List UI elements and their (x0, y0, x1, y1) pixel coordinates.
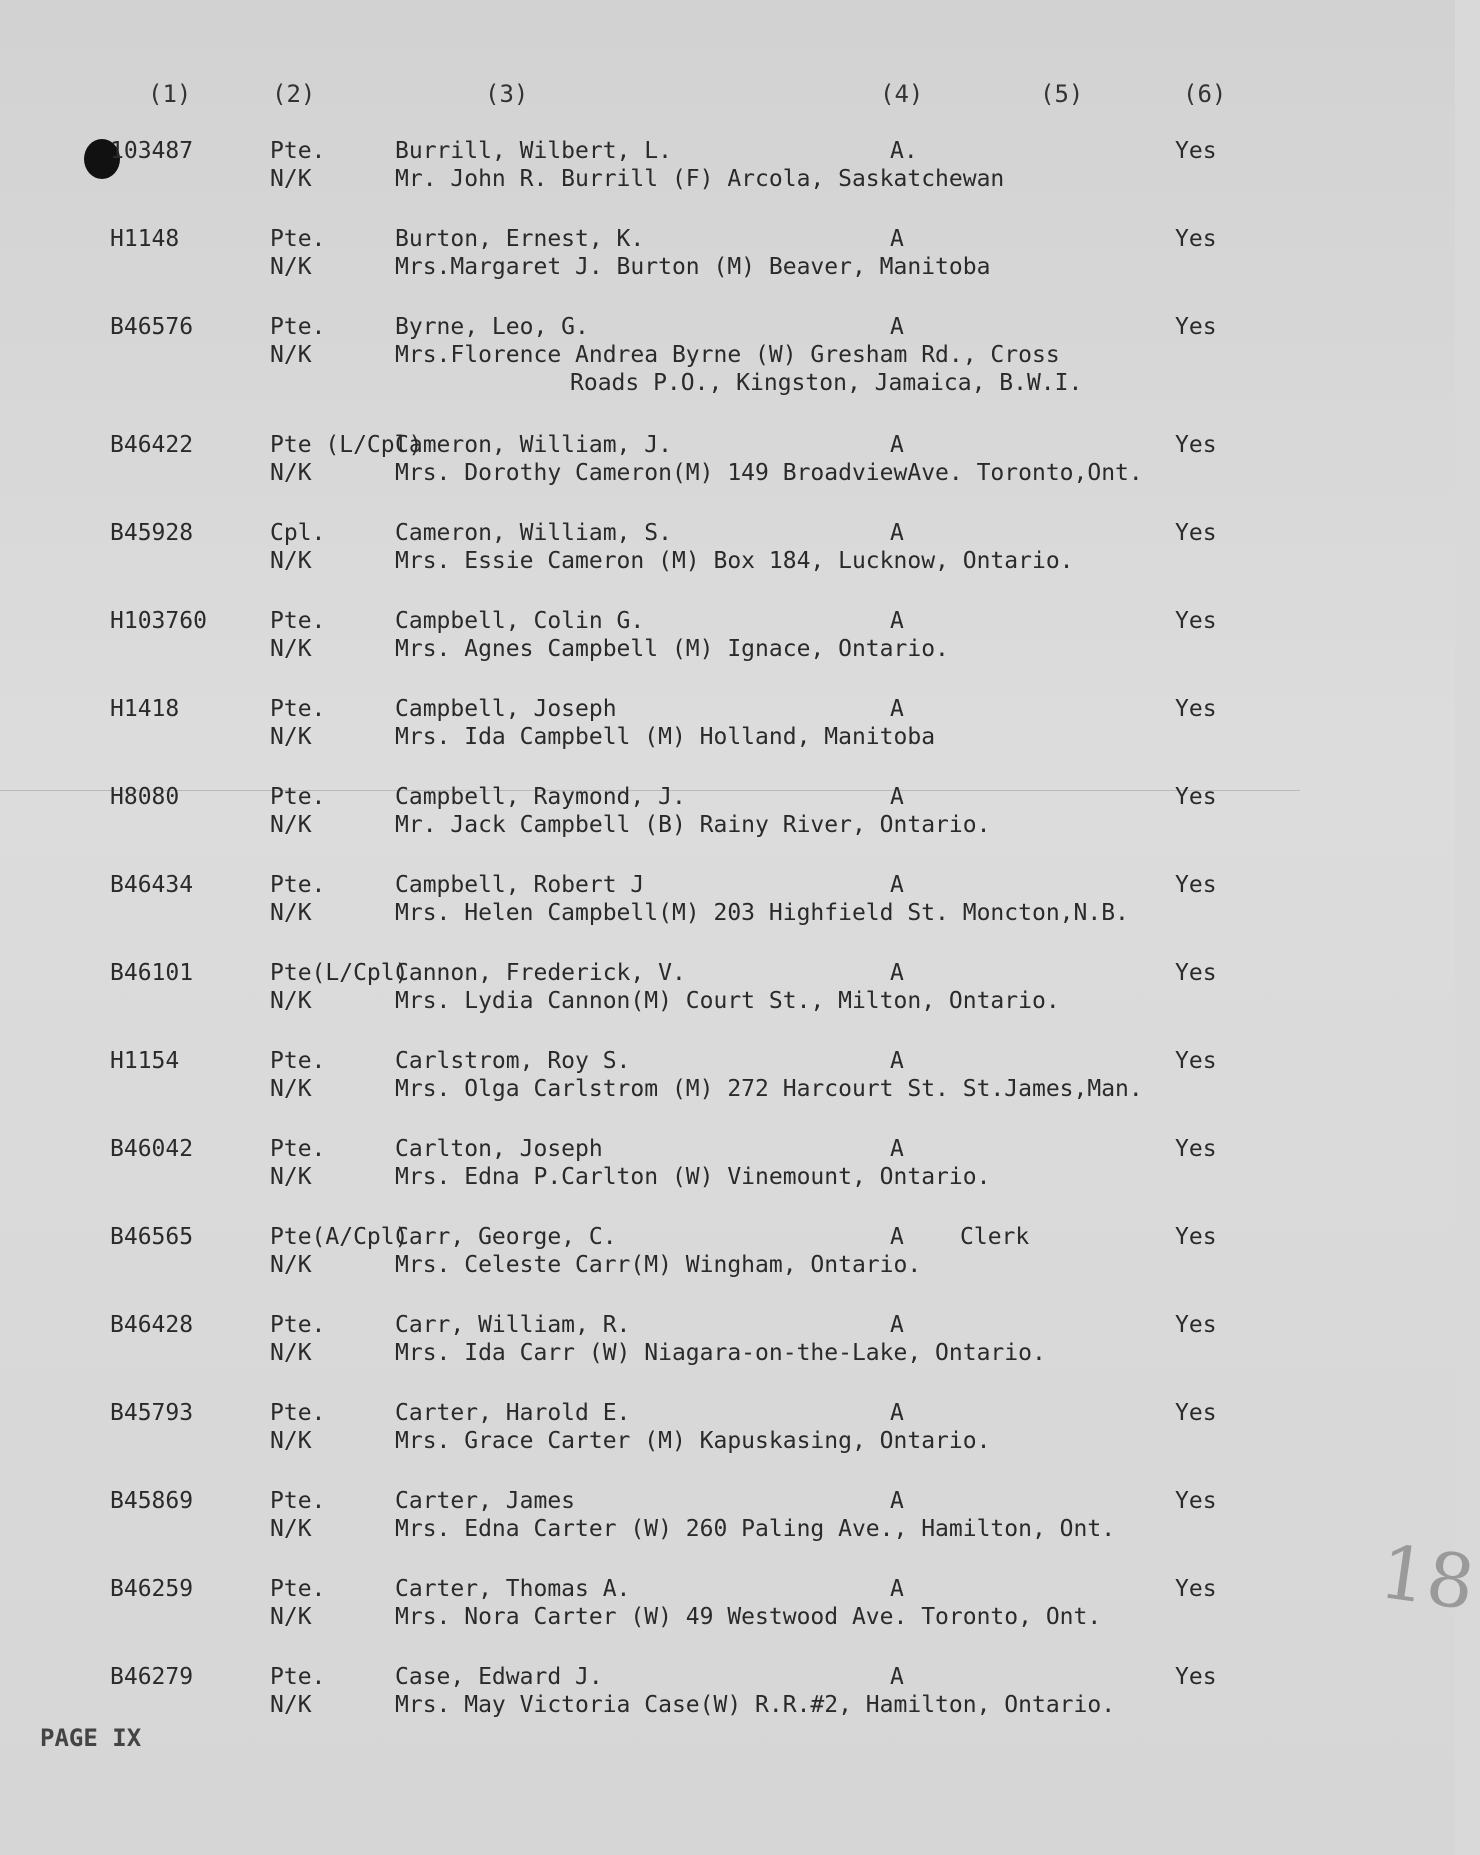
next-of-kin: Mrs. Celeste Carr(M) Wingham, Ontario. (395, 1252, 922, 1278)
table-row (0, 520, 1455, 608)
table-row (0, 432, 1455, 520)
next-of-kin: Mrs. Essie Cameron (M) Box 184, Lucknow, Ontario. (395, 548, 1074, 574)
column-4-value: A (890, 1048, 904, 1074)
next-of-kin-label: N/K (270, 1340, 312, 1366)
soldier-name: Carlstrom, Roy S. (395, 1048, 631, 1074)
service-number: B46422 (110, 432, 194, 458)
table-row (0, 608, 1455, 696)
rank: Pte. (270, 872, 326, 898)
soldier-name: Case, Edward J. (395, 1664, 603, 1690)
column-4-value: A (890, 696, 904, 722)
table-row (0, 1576, 1455, 1664)
column-4-value: A (890, 432, 904, 458)
service-number: B46042 (110, 1136, 194, 1162)
next-of-kin: Mrs.Florence Andrea Byrne (W) Gresham Rd., Cross (395, 342, 1060, 368)
service-number: B46565 (110, 1224, 194, 1250)
rank: Pte (L/Cpl) (270, 432, 423, 458)
rank: Pte. (270, 1312, 326, 1338)
soldier-name: Campbell, Robert J (395, 872, 645, 898)
next-of-kin-label: N/K (270, 724, 312, 750)
service-number: B45928 (110, 520, 194, 546)
service-number: B46428 (110, 1312, 194, 1338)
column-4-value: A (890, 1400, 904, 1426)
column-6-value: Yes (1175, 226, 1217, 252)
table-row (0, 1312, 1455, 1400)
next-of-kin: Mrs. Dorothy Cameron(M) 149 BroadviewAve. Toronto,Ont. (395, 460, 1143, 486)
next-of-kin-label: N/K (270, 254, 312, 280)
next-of-kin-label: N/K (270, 1076, 312, 1102)
column-4-value: A (890, 1224, 904, 1250)
next-of-kin: Mrs. May Victoria Case(W) R.R.#2, Hamilton, Ontario. (395, 1692, 1116, 1718)
column-6-value: Yes (1175, 1488, 1217, 1514)
handwritten-page-number: 18 (1374, 1528, 1480, 1628)
next-of-kin-label: N/K (270, 166, 312, 192)
soldier-name: Carter, Harold E. (395, 1400, 631, 1426)
service-number: H8080 (110, 784, 180, 810)
next-of-kin-label: N/K (270, 548, 312, 574)
service-number: B46101 (110, 960, 194, 986)
column-4-value: A. (890, 138, 918, 164)
service-number: 103487 (110, 138, 194, 164)
next-of-kin: Mrs. Agnes Campbell (M) Ignace, Ontario. (395, 636, 949, 662)
column-6-value: Yes (1175, 1576, 1217, 1602)
next-of-kin-label: N/K (270, 460, 312, 486)
column-6-value: Yes (1175, 608, 1217, 634)
column-6-value: Yes (1175, 432, 1217, 458)
rank: Pte. (270, 696, 326, 722)
column-4-value: A (890, 608, 904, 634)
page-footer: PAGE IX (40, 1724, 142, 1752)
soldier-name: Carter, Thomas A. (395, 1576, 631, 1602)
soldier-name: Campbell, Raymond, J. (395, 784, 686, 810)
column-4-value: A (890, 226, 904, 252)
soldier-name: Burton, Ernest, K. (395, 226, 645, 252)
service-number: B45793 (110, 1400, 194, 1426)
next-of-kin-label: N/K (270, 1428, 312, 1454)
column-6-value: Yes (1175, 1312, 1217, 1338)
table-row (0, 1048, 1455, 1136)
service-number: H103760 (110, 608, 207, 634)
column-6-value: Yes (1175, 1048, 1217, 1074)
soldier-name: Carr, William, R. (395, 1312, 631, 1338)
column-4-value: A (890, 960, 904, 986)
column-6-value: Yes (1175, 138, 1217, 164)
rank: Pte. (270, 1400, 326, 1426)
column-6-value: Yes (1175, 784, 1217, 810)
service-number: B46576 (110, 314, 194, 340)
table-row (0, 314, 1455, 432)
column-6-value: Yes (1175, 314, 1217, 340)
soldier-name: Carlton, Joseph (395, 1136, 603, 1162)
column-4-value: A (890, 1664, 904, 1690)
soldier-name: Cameron, William, S. (395, 520, 672, 546)
service-number: H1418 (110, 696, 180, 722)
column-6-value: Yes (1175, 696, 1217, 722)
rank: Pte. (270, 314, 326, 340)
service-number: B46434 (110, 872, 194, 898)
next-of-kin-label: N/K (270, 1252, 312, 1278)
soldier-name: Cannon, Frederick, V. (395, 960, 686, 986)
column-6-value: Yes (1175, 1400, 1217, 1426)
next-of-kin: Mr. Jack Campbell (B) Rainy River, Ontario. (395, 812, 991, 838)
service-number: B45869 (110, 1488, 194, 1514)
column-6-value: Yes (1175, 1136, 1217, 1162)
rank: Pte. (270, 138, 326, 164)
soldier-name: Campbell, Joseph (395, 696, 617, 722)
next-of-kin: Mrs. Nora Carter (W) 49 Westwood Ave. Toronto, Ont. (395, 1604, 1102, 1630)
column-6-value: Yes (1175, 1664, 1217, 1690)
table-row (0, 696, 1455, 784)
next-of-kin-label: N/K (270, 1516, 312, 1542)
next-of-kin: Mr. John R. Burrill (F) Arcola, Saskatchewan (395, 166, 1005, 192)
soldier-name: Campbell, Colin G. (395, 608, 645, 634)
header-col-3: (3) (485, 80, 529, 108)
column-4-value: A (890, 520, 904, 546)
next-of-kin-label: N/K (270, 1164, 312, 1190)
next-of-kin-label: N/K (270, 988, 312, 1014)
column-6-value: Yes (1175, 872, 1217, 898)
column-4-value: A (890, 784, 904, 810)
rank: Cpl. (270, 520, 326, 546)
column-6-value: Yes (1175, 960, 1217, 986)
table-row (0, 1224, 1455, 1312)
column-4-value: A (890, 1136, 904, 1162)
next-of-kin: Mrs. Grace Carter (M) Kapuskasing, Ontario. (395, 1428, 991, 1454)
column-headers (0, 80, 1455, 120)
column-4-value: A (890, 314, 904, 340)
rank: Pte. (270, 1048, 326, 1074)
next-of-kin: Mrs. Ida Campbell (M) Holland, Manitoba (395, 724, 936, 750)
table-row (0, 1136, 1455, 1224)
rank: Pte(A/Cpl) (270, 1224, 409, 1250)
column-5-value: Clerk (960, 1224, 1030, 1250)
column-6-value: Yes (1175, 520, 1217, 546)
soldier-name: Carter, James (395, 1488, 576, 1514)
header-col-5: (5) (1040, 80, 1084, 108)
service-number: B46279 (110, 1664, 194, 1690)
rank: Pte. (270, 1136, 326, 1162)
column-6-value: Yes (1175, 1224, 1217, 1250)
column-4-value: A (890, 1312, 904, 1338)
table-row (0, 1488, 1455, 1576)
column-4-value: A (890, 872, 904, 898)
rank: Pte. (270, 784, 326, 810)
next-of-kin-continued: Roads P.O., Kingston, Jamaica, B.W.I. (570, 370, 1083, 396)
column-4-value: A (890, 1576, 904, 1602)
soldier-name: Carr, George, C. (395, 1224, 617, 1250)
next-of-kin-label: N/K (270, 812, 312, 838)
header-col-1: (1) (148, 80, 192, 108)
rank: Pte. (270, 608, 326, 634)
table-row (0, 138, 1455, 226)
soldier-name: Byrne, Leo, G. (395, 314, 589, 340)
rank: Pte. (270, 1664, 326, 1690)
soldier-name: Burrill, Wilbert, L. (395, 138, 672, 164)
table-row (0, 1664, 1455, 1752)
rank: Pte. (270, 226, 326, 252)
entries-list (0, 138, 1455, 1752)
next-of-kin: Mrs. Olga Carlstrom (M) 272 Harcourt St. St.James,Man. (395, 1076, 1143, 1102)
column-4-value: A (890, 1488, 904, 1514)
service-number: B46259 (110, 1576, 194, 1602)
next-of-kin: Mrs. Lydia Cannon(M) Court St., Milton, Ontario. (395, 988, 1060, 1014)
header-col-4: (4) (880, 80, 924, 108)
next-of-kin-label: N/K (270, 1692, 312, 1718)
next-of-kin-label: N/K (270, 636, 312, 662)
next-of-kin: Mrs. Edna P.Carlton (W) Vinemount, Ontario. (395, 1164, 991, 1190)
table-row (0, 784, 1455, 872)
service-number: H1148 (110, 226, 180, 252)
table-row (0, 226, 1455, 314)
next-of-kin: Mrs. Edna Carter (W) 260 Paling Ave., Hamilton, Ont. (395, 1516, 1116, 1542)
next-of-kin-label: N/K (270, 342, 312, 368)
next-of-kin: Mrs. Helen Campbell(M) 203 Highfield St. Moncton,N.B. (395, 900, 1129, 926)
table-row (0, 872, 1455, 960)
next-of-kin-label: N/K (270, 1604, 312, 1630)
soldier-name: Cameron, William, J. (395, 432, 672, 458)
next-of-kin: Mrs.Margaret J. Burton (M) Beaver, Manitoba (395, 254, 991, 280)
rank: Pte(L/Cpl) (270, 960, 409, 986)
next-of-kin-label: N/K (270, 900, 312, 926)
header-col-6: (6) (1183, 80, 1227, 108)
header-col-2: (2) (272, 80, 316, 108)
rank: Pte. (270, 1576, 326, 1602)
service-number: H1154 (110, 1048, 180, 1074)
table-row (0, 1400, 1455, 1488)
next-of-kin: Mrs. Ida Carr (W) Niagara-on-the-Lake, Ontario. (395, 1340, 1046, 1366)
table-row (0, 960, 1455, 1048)
rank: Pte. (270, 1488, 326, 1514)
